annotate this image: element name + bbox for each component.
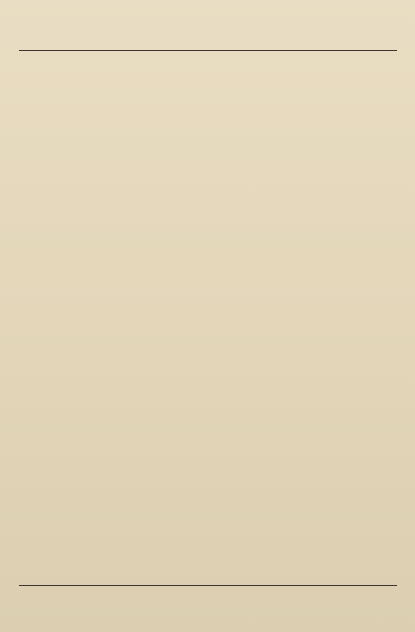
imprint-footer [19,585,397,588]
title-rule [19,50,397,51]
page-title [19,30,397,47]
